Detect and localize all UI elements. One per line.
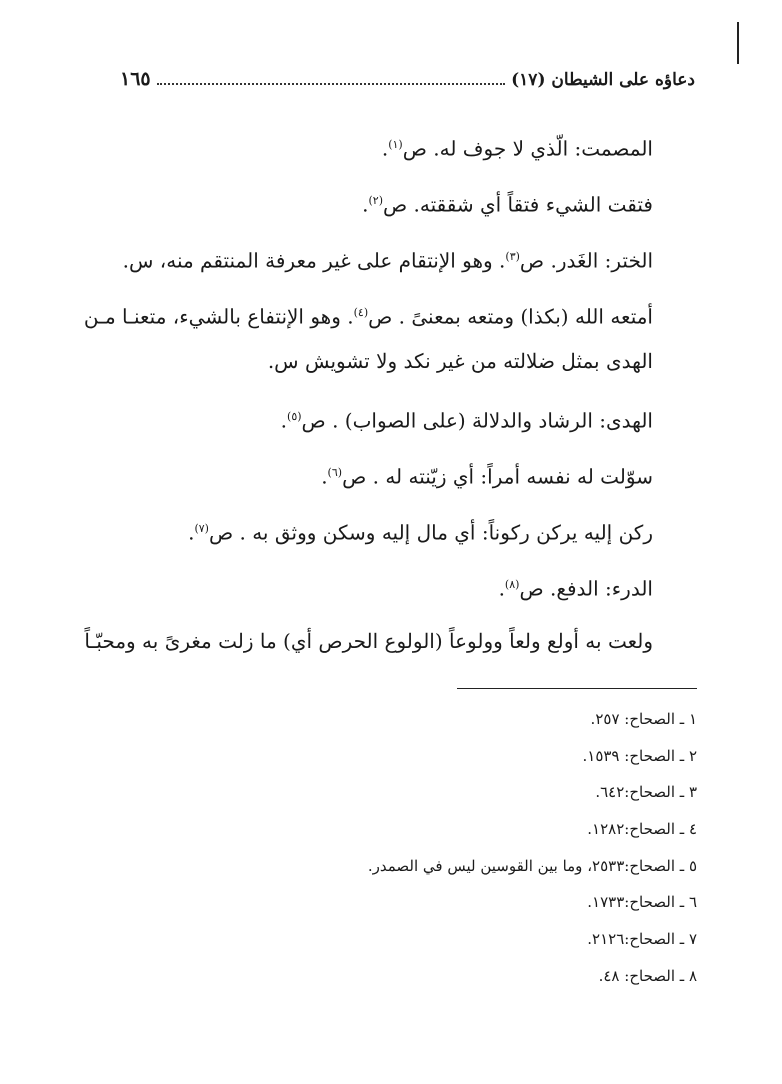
glossary-entry: المصمت: الّذي لا جوف له. ص$^{(١)}$. — [381, 136, 653, 161]
glossary-entry: أمتعه الله (بكذا) ومتعه بمعنىً . ص$^{(٤)}$. وهو الإنتفاع بالشيء، متعنـا مـن — [83, 304, 653, 329]
footnote-ref: (٥) — [287, 410, 302, 423]
footnote: ٢ ـ الصحاح: ١٥٣٩. — [582, 746, 697, 765]
footnote-ref: (١) — [388, 138, 403, 151]
page-number: ١٦٥ — [120, 68, 151, 90]
glossary-body — [83, 122, 653, 674]
footnote: ٣ ـ الصحاح:٦٤٢. — [595, 783, 697, 802]
footnote: ٨ ـ الصحاح: ٤٨. — [598, 966, 697, 985]
footnote-ref: (٤) — [353, 306, 369, 319]
glossary-entry: سوّلت له نفسه أمراً: أي زيّنته له . ص$^{(٦)}$. — [321, 464, 653, 489]
footnote: ٦ ـ الصحاح:١٧٣٣. — [587, 893, 697, 912]
footnote-ref: (٧) — [194, 522, 209, 535]
chapter-title: دعاؤه على الشيطان (١٧) — [511, 70, 695, 90]
footnote: ٤ ـ الصحاح:١٢٨٢. — [587, 820, 697, 839]
glossary-entry-continuation: الهدى بمثل ضلالته من غير نكد ولا تشويش س. — [267, 349, 653, 373]
header-dotted-leader — [157, 83, 506, 85]
footnote-separator — [457, 688, 697, 689]
glossary-entry: الهدى: الرشاد والدلالة (على الصواب) . ص$^{(٥)}$. — [280, 408, 653, 433]
glossary-entry: ولعت به أولع ولعاً وولوعاً (الولوع الحرص أي) ما زلت مغرىً به ومحبّـاً — [84, 629, 653, 653]
footnote-ref: (٨) — [504, 578, 520, 591]
running-header — [120, 68, 695, 94]
footnote: ١ ـ الصحاح: ٢٥٧. — [590, 710, 697, 728]
footnote: ٧ ـ الصحاح:٢١٢٦. — [587, 930, 697, 949]
footnote: ٥ ـ الصحاح:٢٥٣٣، وما بين القوسين ليس في الصمدر. — [367, 856, 697, 875]
footnote-ref: (٦) — [327, 466, 343, 479]
binding-edge-line — [737, 22, 739, 64]
glossary-entry: فتقت الشيء فتقاً أي شققته. ص$^{(٢)}$. — [362, 192, 653, 217]
footnote-ref: (٣) — [505, 250, 520, 263]
glossary-entry: الختر: الغَدر. ص$^{(٣)}$. وهو الإنتقام على غير معرفة المنتقم منه، س. — [122, 248, 653, 273]
footnote-ref: (٢) — [368, 194, 383, 207]
glossary-entry: الدرء: الدفع. ص$^{(٨)}$. — [498, 576, 653, 601]
footnotes — [200, 704, 697, 998]
glossary-entry: ركن إليه يركن ركوناً: أي مال إليه وسكن ووثق به . ص$^{(٧)}$. — [188, 520, 653, 545]
